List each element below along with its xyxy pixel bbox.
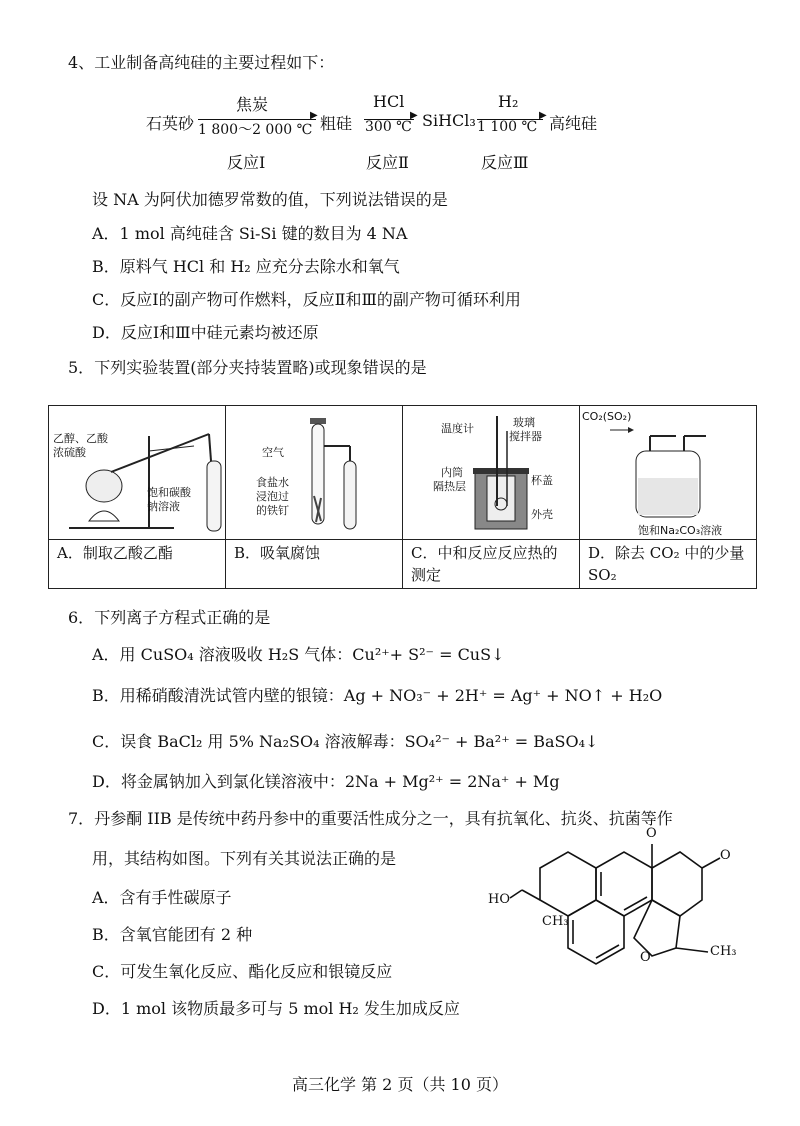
arrow2-head: ▶ [410, 110, 418, 121]
caption-a[interactable]: A．制取乙酸乙酯 [49, 540, 226, 589]
reaction-label-1: 反应Ⅰ [227, 153, 266, 172]
struct-ch3-b: CH₃ [710, 944, 737, 959]
label-insulation: 隔热层 [433, 480, 466, 493]
q4-option-c[interactable]: C．反应Ⅰ的副产物可作燃料，反应Ⅱ和Ⅲ的副产物可循环利用 [92, 290, 521, 309]
gas-washing-bottle-icon [580, 406, 756, 539]
reaction-label-3: 反应Ⅲ [481, 153, 529, 172]
q6-option-c[interactable]: C．误食 BaCl₂ 用 5% Na₂SO₄ 溶液解毒：SO₄²⁻ + Ba²⁺ = BaSO₄↓ [92, 732, 599, 751]
reaction-label-2: 反应Ⅱ [366, 153, 409, 172]
esterification-apparatus-icon [49, 406, 225, 539]
label-shell: 外壳 [531, 508, 553, 521]
caption-c[interactable]: C．中和反应反应热的测定 [403, 540, 580, 589]
q7-option-d[interactable]: D．1 mol 该物质最多可与 5 mol H₂ 发生加成反应 [92, 999, 460, 1018]
q7-text-1: 丹参酮 IIB 是传统中药丹参中的重要活性成分之一，具有抗氧化、抗炎、抗菌等作 [94, 809, 673, 828]
label-sat-carbonate: 饱和碳酸 [147, 486, 191, 499]
arrow3-head: ▶ [539, 110, 547, 121]
struct-o-1: O [646, 826, 657, 841]
label-air: 空气 [262, 446, 284, 459]
q6-stem [68, 605, 270, 628]
apparatus-c [403, 406, 580, 540]
struct-o-2: O [720, 848, 731, 863]
arrow2-bottom: 300 ℃ [365, 119, 412, 135]
q4-number: 4、 [68, 53, 95, 72]
q5-text: 下列实验装置(部分夹持装置略)或现象错误的是 [94, 358, 427, 377]
q6-number: 6． [68, 608, 95, 627]
apparatus-d [580, 406, 757, 540]
label-ethanol-acetic: 乙醇、乙酸 [53, 432, 108, 445]
q7-option-b[interactable]: B．含氧官能团有 2 种 [92, 925, 253, 944]
tanshinone-structure-icon [480, 840, 740, 990]
q7-option-a[interactable]: A．含有手性碳原子 [92, 888, 232, 907]
q5-stem [68, 355, 427, 378]
label-sat-na2co3: 饱和Na₂CO₃溶液 [638, 524, 723, 537]
q4-stem [68, 50, 334, 73]
caption-d[interactable]: D．除去 CO₂ 中的少量 SO₂ [580, 540, 757, 589]
label-sulfuric: 浓硫酸 [53, 446, 86, 459]
label-brine: 食盐水 [256, 476, 289, 489]
caption-b[interactable]: B．吸氧腐蚀 [226, 540, 403, 589]
label-thermometer: 温度计 [441, 422, 474, 435]
arrow1-bottom: 1 800～2 000 ℃ [198, 122, 313, 138]
corrosion-apparatus-icon [226, 406, 402, 539]
arrow3-bottom: 1 100 ℃ [477, 119, 538, 135]
label-soaked: 浸泡过 [256, 490, 289, 503]
q7-stem-line1 [68, 806, 673, 829]
q6-text: 下列离子方程式正确的是 [94, 608, 271, 627]
arrow1-head: ▶ [310, 110, 318, 121]
q4-option-d[interactable]: D．反应Ⅰ和Ⅲ中硅元素均被还原 [92, 323, 319, 342]
scheme-p2: SiHCl₃ [422, 111, 476, 130]
q7-stem-line2: 用，其结构如图。下列有关其说法正确的是 [92, 849, 397, 868]
page-footer: 高三化学 第 2 页（共 10 页） [292, 1075, 508, 1094]
label-lid: 杯盖 [531, 474, 553, 487]
q4-question: 设 NA 为阿伏加德罗常数的值，下列说法错误的是 [92, 190, 448, 209]
arrow2-top: HCl [373, 92, 405, 111]
q4-text: 工业制备高纯硅的主要过程如下： [94, 53, 335, 72]
arrow3-top: H₂ [498, 92, 519, 111]
label-gas-in: CO₂(SO₂) [582, 410, 632, 423]
label-sodium-solution: 钠溶液 [147, 500, 180, 513]
label-glass: 玻璃 [513, 416, 535, 429]
arrow1-top: 焦炭 [236, 95, 269, 114]
q4-option-a[interactable]: A．1 mol 高纯硅含 Si-Si 键的数目为 4 NA [92, 224, 408, 243]
q4-option-b[interactable]: B．原料气 HCl 和 H₂ 应充分去除水和氧气 [92, 257, 400, 276]
q6-option-a[interactable]: A．用 CuSO₄ 溶液吸收 H₂S 气体：Cu²⁺+ S²⁻ = CuS↓ [92, 645, 505, 664]
scheme-start: 石英砂 [146, 114, 195, 133]
q7-option-c[interactable]: C．可发生氧化反应、酯化反应和银镜反应 [92, 962, 393, 981]
apparatus-b [226, 406, 403, 540]
experiment-table [48, 405, 757, 589]
q5-number: 5． [68, 358, 95, 377]
scheme-p1: 粗硅 [320, 114, 353, 133]
struct-ho: HO [488, 892, 510, 907]
label-stirrer: 搅拌器 [509, 430, 542, 443]
scheme-end: 高纯硅 [549, 114, 598, 133]
label-inner-cup: 内筒 [441, 466, 463, 479]
q7-number: 7． [68, 809, 95, 828]
q6-option-d[interactable]: D．将金属钠加入到氯化镁溶液中：2Na + Mg²⁺ = 2Na⁺ + Mg [92, 772, 560, 791]
molecular-structure [480, 826, 740, 990]
apparatus-a [49, 406, 226, 540]
struct-o-3: O [640, 950, 651, 965]
label-iron-nail: 的铁钉 [256, 504, 289, 517]
struct-ch3-a: CH₃ [542, 914, 569, 929]
q6-option-b[interactable]: B．用稀硝酸清洗试管内壁的银镜：Ag + NO₃⁻ + 2H⁺ = Ag⁺ + NO↑ + H₂O [92, 686, 663, 705]
